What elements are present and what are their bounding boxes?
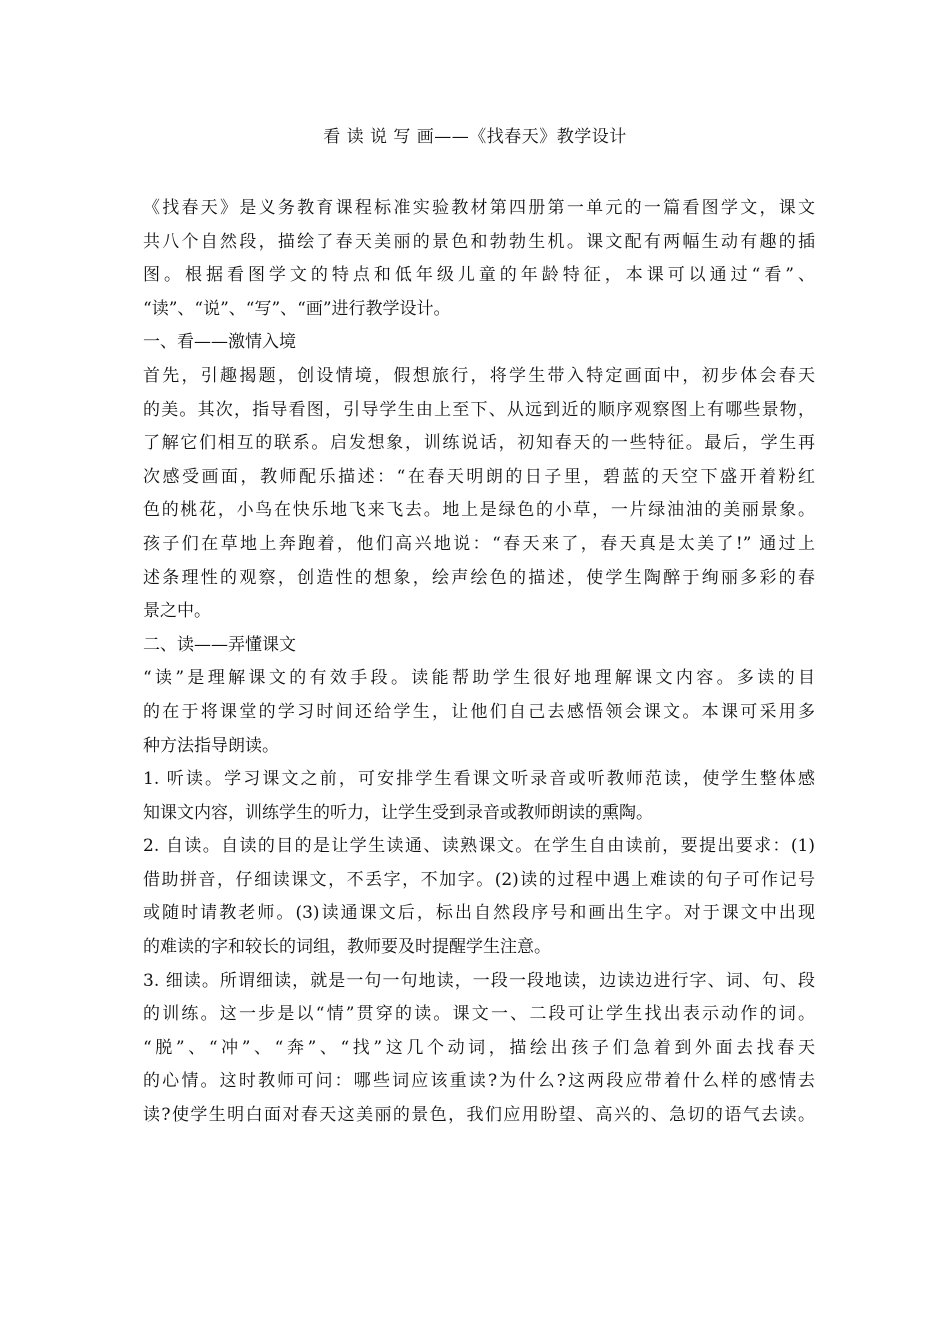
text-line: 2. 自读。自读的目的是让学生读通、读熟课文。在学生自由读前，要提出要求：(1) — [143, 836, 815, 857]
text-line: 共八个自然段，描绘了春天美丽的景色和勃勃生机。课文配有两幅生动有趣的插 — [143, 231, 815, 252]
text-line: 色的桃花，小鸟在快乐地飞来飞去。地上是绿色的小草，一片绿油油的美丽景象。 — [143, 500, 815, 521]
text-line: 首先，引趣揭题，创设情境，假想旅行，将学生带入特定画面中，初步体会春天 — [143, 365, 815, 386]
document-title: 看 读 说 写 画——《找春天》教学设计 — [323, 127, 627, 147]
text-line: 次感受画面，教师配乐描述：“在春天明朗的日子里，碧蓝的天空下盛开着粉红 — [143, 466, 815, 487]
text-line: 孩子们在草地上奔跑着，他们高兴地说：“春天来了，春天真是太美了!” 通过上 — [143, 533, 815, 554]
text-line: 借助拼音，仔细读课文，不丢字，不加字。(2)读的过程中遇上难读的句子可作记号 — [143, 869, 815, 890]
text-line: 的心情。这时教师可问：哪些词应该重读?为什么?这两段应带着什么样的感情去 — [143, 1071, 815, 1092]
text-line: 的难读的字和较长的词组，教师要及时提醒学生注意。 — [143, 937, 551, 958]
text-line: 或随时请教老师。(3)读通课文后，标出自然段序号和画出生字。对于课文中出现 — [143, 903, 815, 924]
text-line: “脱”、“冲”、“奔”、“找”这几个动词，描绘出孩子们急着到外面去找春天 — [143, 1037, 815, 1058]
text-line: 的在于将课堂的学习时间还给学生，让他们自己去感悟领会课文。本课可采用多 — [143, 701, 815, 722]
text-line: “读”是理解课文的有效手段。读能帮助学生很好地理解课文内容。多读的目 — [143, 668, 815, 689]
text-line: 的美。其次，指导看图，引导学生由上至下、从远到近的顺序观察图上有哪些景物， — [143, 399, 815, 420]
text-line: 一、看——激情入境 — [143, 332, 296, 353]
text-line: 了解它们相互的联系。启发想象，训练说话，初知春天的一些特征。最后，学生再 — [143, 433, 815, 454]
text-line: 景之中。 — [143, 601, 211, 622]
text-line: 《找春天》是义务教育课程标准实验教材第四册第一单元的一篇看图学文，课文 — [143, 198, 815, 218]
document-body — [143, 192, 815, 1133]
text-line: 知课文内容，训练学生的听力，让学生受到录音或教师朗读的熏陶。 — [143, 802, 653, 823]
text-line: 的训练。这一步是以“情”贯穿的读。课文一、二段可让学生找出表示动作的词。 — [143, 1004, 815, 1025]
text-line: 3. 细读。所谓细读，就是一句一句地读，一段一段地读，边读边进行字、词、句、段 — [143, 970, 815, 991]
text-line: “读”、“说”、“写”、“画”进行教学设计。 — [143, 298, 451, 319]
text-line: 种方法指导朗读。 — [143, 735, 279, 756]
text-line: 二、读——弄懂课文 — [143, 634, 296, 655]
text-line: 图。根据看图学文的特点和低年级儿童的年龄特征，本课可以通过“看”、 — [143, 265, 815, 286]
text-line: 1. 听读。学习课文之前，可安排学生看课文听录音或听教师范读，使学生整体感 — [143, 769, 815, 790]
text-line: 述条理性的观察，创造性的想象，绘声绘色的描述，使学生陶醉于绚丽多彩的春 — [143, 567, 815, 588]
text-line: 读?使学生明白面对春天这美丽的景色，我们应用盼望、高兴的、急切的语气去读。 — [143, 1105, 815, 1126]
